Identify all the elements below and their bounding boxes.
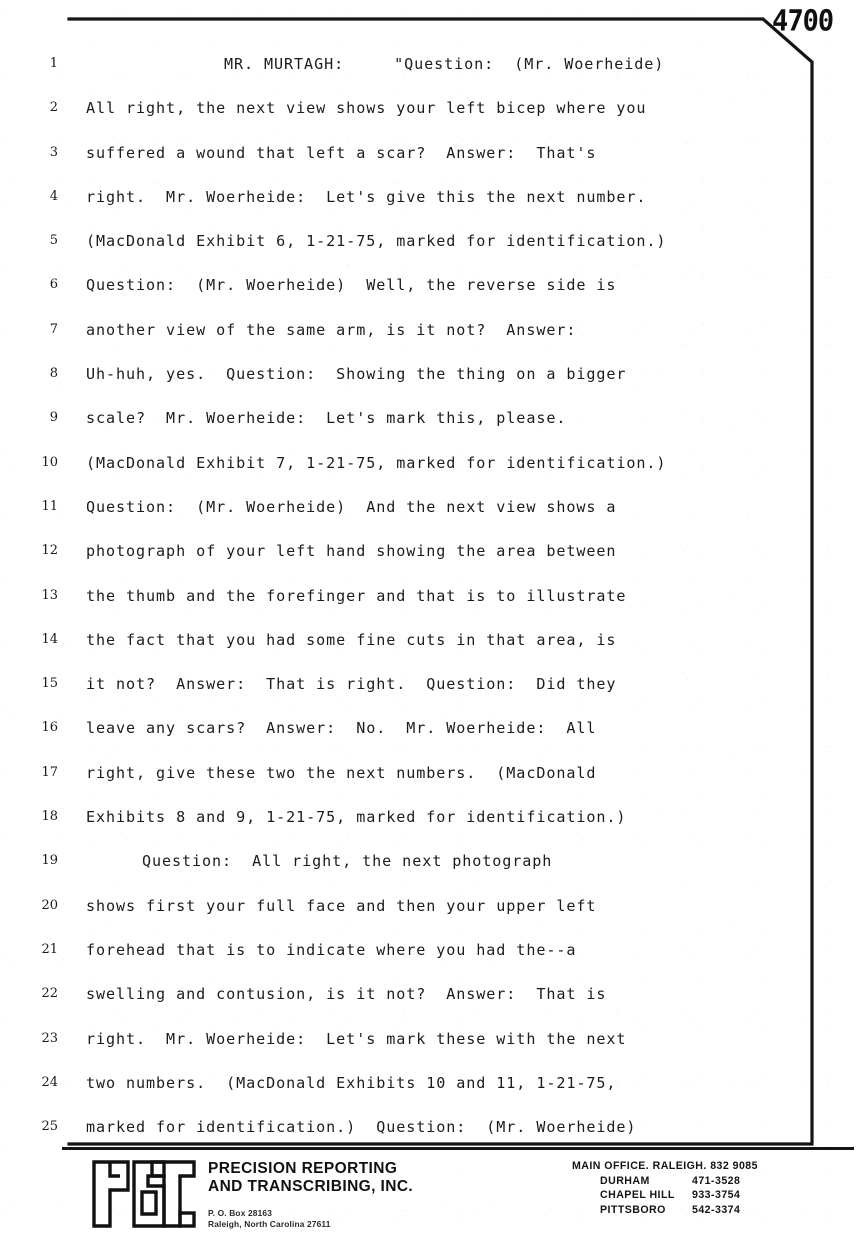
line-number: 12 (41, 543, 58, 559)
line-number: 20 (41, 897, 58, 913)
transcript-line: photograph of your left hand showing the area between (86, 542, 617, 561)
page-number-stamp: 4700 (771, 4, 834, 39)
line-number: 11 (41, 498, 58, 514)
line-number: 21 (41, 941, 58, 957)
office-phone: 933-3754 (692, 1189, 741, 1201)
office-row (572, 1189, 758, 1201)
transcript-line: Question: (Mr. Woerheide) Well, the reverse side is (86, 276, 617, 295)
transcript-body (86, 42, 826, 1149)
company-name-line-1: PRECISION REPORTING (208, 1160, 398, 1177)
transcript-line: (MacDonald Exhibit 7, 1-21-75, marked for identification.) (86, 453, 667, 472)
line-number: 14 (41, 631, 58, 647)
transcript-line: right. Mr. Woerheide: Let's mark these with the next (86, 1029, 627, 1048)
transcript-line: the thumb and the forefinger and that is to illustrate (86, 586, 627, 605)
line-number-column (20, 42, 64, 1149)
transcript-line: MR. MURTAGH: "Question: (Mr. Woerheide) (224, 55, 665, 73)
transcript-line: Question: All right, the next photograph (142, 852, 553, 871)
transcript-line: scale? Mr. Woerheide: Let's mark this, please. (86, 409, 567, 428)
transcript-line: it not? Answer: That is right. Question: Did they (86, 675, 617, 694)
line-number: 8 (49, 366, 58, 382)
office-city: CHAPEL HILL (600, 1189, 675, 1201)
office-row (572, 1175, 758, 1187)
transcript-line: Exhibits 8 and 9, 1-21-75, marked for identification.) (86, 808, 627, 827)
line-number: 17 (41, 764, 58, 780)
line-number: 9 (49, 410, 58, 426)
transcript-line: two numbers. (MacDonald Exhibits 10 and 11, 1-21-75, (86, 1073, 617, 1092)
line-number: 19 (41, 853, 58, 869)
footer-company-block (208, 1156, 413, 1229)
address-line-2: Raleigh, North Carolina 27611 (208, 1218, 331, 1229)
line-number: 24 (41, 1074, 58, 1090)
office-city: PITTSBORO (600, 1203, 666, 1216)
line-number: 1 (49, 56, 58, 71)
transcript-line: another view of the same arm, is it not? Answer: (86, 320, 577, 339)
line-number: 22 (41, 986, 58, 1002)
transcript-line: (MacDonald Exhibit 6, 1-21-75, marked for identification.) (86, 232, 667, 251)
line-number: 5 (49, 233, 58, 249)
pt-logo-icon (90, 1156, 198, 1230)
line-number: 3 (49, 144, 58, 160)
line-number: 7 (49, 321, 58, 337)
main-office-line: MAIN OFFICE. RALEIGH. 832 9085 (572, 1160, 758, 1172)
footer-offices-block (572, 1160, 758, 1216)
transcript-line: marked for identification.) Question: (Mr. Woerheide) (86, 1118, 637, 1137)
line-number: 13 (41, 587, 58, 603)
footer-branding (90, 1156, 413, 1230)
transcript-line: All right, the next view shows your left bicep where you (86, 99, 647, 118)
transcript-line: the fact that you had some fine cuts in that area, is (86, 630, 617, 649)
line-number: 6 (49, 277, 58, 293)
transcript-line: forehead that is to indicate where you had the--a (86, 940, 577, 959)
transcript-line: suffered a wound that left a scar? Answer: That's (86, 143, 597, 162)
office-city: DURHAM (600, 1174, 650, 1187)
line-number: 15 (41, 676, 58, 692)
address-line-1: P. O. Box 28163 (208, 1208, 273, 1218)
line-number: 18 (41, 809, 58, 825)
office-phone: 471-3528 (692, 1174, 741, 1187)
transcript-line: Uh-huh, yes. Question: Showing the thing on a bigger (86, 365, 627, 384)
transcript-line: leave any scars? Answer: No. Mr. Woerheide: All (86, 719, 597, 738)
line-number: 2 (49, 100, 58, 116)
transcript-line: shows first your full face and then your upper left (86, 896, 597, 915)
footer-address-block (208, 1208, 413, 1229)
office-phone: 542-3374 (692, 1203, 741, 1216)
page-footer (0, 1152, 860, 1247)
transcript-line: right, give these two the next numbers. (MacDonald (86, 763, 597, 782)
line-number: 16 (41, 720, 58, 736)
transcript-line: right. Mr. Woerheide: Let's give this the next number. (86, 187, 647, 206)
transcript-line: swelling and contusion, is it not? Answer: That is (86, 985, 607, 1004)
line-number: 4 (49, 188, 58, 204)
company-name-line-2: AND TRANSCRIBING, INC. (208, 1177, 414, 1195)
line-number: 10 (41, 454, 58, 470)
line-number: 23 (41, 1030, 58, 1046)
transcript-line: Question: (Mr. Woerheide) And the next view shows a (86, 497, 617, 516)
office-row (572, 1204, 758, 1216)
line-number: 25 (41, 1119, 58, 1135)
